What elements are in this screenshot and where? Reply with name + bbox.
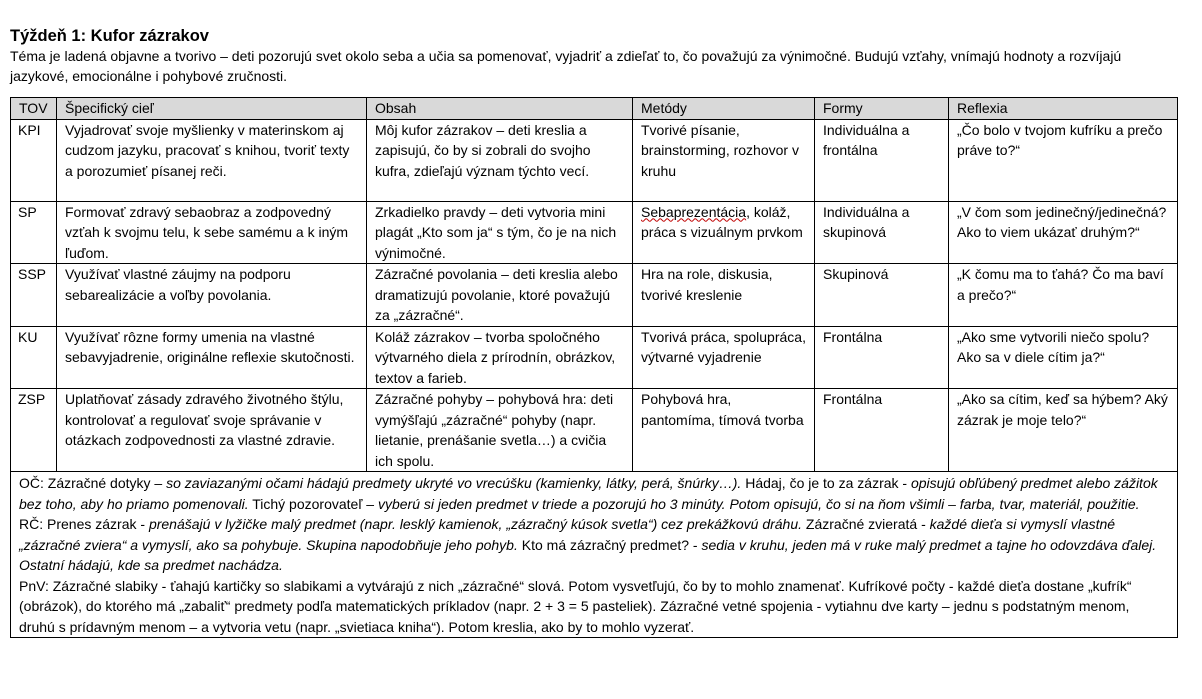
- cell-tov: SSP: [11, 264, 57, 327]
- cell-formy: Frontálna: [815, 326, 949, 389]
- note-oc: [19, 473, 1169, 514]
- header-reflexia: Reflexia: [949, 98, 1178, 120]
- note-rc-part: každé dieťa si vymyslí vlastné „zázračné zviera“ a vymyslí, ako sa pohybuje. Skupina napodobňuje jeho pohyb.: [19, 516, 1116, 553]
- table-row: [11, 264, 1178, 327]
- table-row: [11, 119, 1178, 201]
- cell-formy: Skupinová: [815, 264, 949, 327]
- note-rc-part: prenášajú v lyžičke malý predmet (napr. lesklý kamienok, „zázračný kúsok svetla“) cez prekážkovú dráhu.: [148, 516, 803, 532]
- note-rc-part: sedia v kruhu, jeden má v ruke malý predmet a tajne ho odovzdáva ďalej. Ostatní hádajú, kde sa predmet nachádza.: [19, 536, 1157, 573]
- cell-obsah: Zrkadielko pravdy – deti vytvoria mini plagát „Kto som ja“ s tým, čo je na nich výnimočné.: [367, 201, 633, 264]
- note-rc-part: Zázračné zvieratá -: [802, 516, 930, 532]
- cell-formy: Individuálna a skupinová: [815, 201, 949, 264]
- cell-reflexia: „Ako sa cítim, keď sa hýbem? Aký zázrak je moje telo?“: [949, 389, 1178, 472]
- note-oc-part: OČ: Zázračné dotyky –: [19, 475, 167, 491]
- cell-tov: SP: [11, 201, 57, 264]
- note-pnv: PnV: Zázračné slabiky - ťahajú kartičky so slabikami a vytvárajú z nich „zázračné“ slová. Potom vysvetľujú, čo by to mohlo znamenať. Kufríkové počty - každé dieťa dostane „kufrík“ (obrázok), do ktorého má „zabaliť“ predmety podľa matematických príkladov (napr. 2 + 3 = 5 pasteliek). Zázračné vetné spojenia - vytiahnu dve karty – jednu s podstatným menom, druhú s prídavným menom – a vytvoria vetu (napr. „svietiaca kniha“). Potom kreslia, ako by to mohlo vyzerať.: [19, 577, 1132, 635]
- cell-metody-rest: , koláž, práca s vizuálnym prvkom: [641, 203, 803, 240]
- table-row: [11, 326, 1178, 389]
- note-oc-part: so zaviazanými očami hádajú predmety ukryté vo vrecúšku (kamienky, látky, perá, šnúrky…).: [166, 475, 742, 491]
- header-ciel: Špecifický cieľ: [57, 98, 367, 120]
- notes-cell: [11, 472, 1178, 638]
- header-obsah: Obsah: [367, 98, 633, 120]
- cell-metody: Pohybová hra, pantomíma, tímová tvorba: [633, 389, 815, 472]
- cell-metody: Hra na role, diskusia, tvorivé kreslenie: [633, 264, 815, 327]
- cell-reflexia: „Čo bolo v tvojom kufríku a prečo práve to?“: [949, 119, 1178, 201]
- cell-reflexia: „Ako sme vytvorili niečo spolu? Ako sa v diele cítim ja?“: [949, 326, 1178, 389]
- cell-tov: ZSP: [11, 389, 57, 472]
- notes-row: [11, 472, 1178, 638]
- cell-ciel: Uplatňovať zásady zdravého životného štýlu, kontrolovať a regulovať svoje správanie v otázkach zodpovednosti za vlastné zdravie.: [57, 389, 367, 472]
- cell-tov: KPI: [11, 119, 57, 201]
- cell-reflexia: „V čom som jedinečný/jedinečná? Ako to viem ukázať druhým?“: [949, 201, 1178, 264]
- cell-metody: [633, 201, 815, 264]
- note-oc-part: Tichý pozorovateľ –: [248, 495, 378, 512]
- note-rc-part: Kto má zázračný predmet? -: [517, 536, 702, 553]
- spellcheck-word: Sebaprezentácia: [641, 203, 747, 220]
- cell-ciel: Využívať rôzne formy umenia na vlastné sebavyjadrenie, originálne reflexie skutočnosti.: [57, 326, 367, 389]
- intro-paragraph: Téma je ladená objavne a tvorivo – deti pozorujú svet okolo seba a učia sa pomenovať, vyjadriť a zdieľať to, čo považujú za výnimočné. Budujú vzťahy, vnímajú hodnoty a rozvíjajú jazykové, emocionálne i pohybové zručnosti.: [10, 48, 1122, 84]
- cell-metody: Tvorivá práca, spolupráca, výtvarné vyjadrenie: [633, 326, 815, 389]
- page-title: Týždeň 1: Kufor zázrakov: [10, 27, 209, 45]
- header-tov: TOV: [11, 98, 57, 120]
- note-oc-part: vyberú si jeden predmet v triede a pozorujú ho 3 minúty. Potom opisujú, čo si na ňom všimli – farba, tvar, materiál, použitie.: [377, 495, 1140, 512]
- cell-tov: KU: [11, 326, 57, 389]
- cell-ciel: Formovať zdravý sebaobraz a zodpovedný vzťah k svojmu telu, k sebe samému a k iným ľuďom.: [57, 201, 367, 264]
- cell-obsah: Koláž zázrakov – tvorba spoločného výtvarného diela z prírodnín, obrázkov, textov a farieb.: [367, 326, 633, 389]
- cell-ciel: Využívať vlastné záujmy na podporu sebarealizácie a voľby povolania.: [57, 264, 367, 327]
- note-rc: [19, 514, 1169, 576]
- note-oc-part: Hádaj, čo je to za zázrak -: [741, 475, 911, 491]
- note-oc-part: opisujú obľúbený predmet alebo zážitok bez toho, aby ho priamo pomenovali.: [19, 475, 1158, 512]
- cell-ciel: Vyjadrovať svoje myšlienky v materinskom aj cudzom jazyku, pracovať s knihou, tvoriť texty a porozumieť písanej reči.: [57, 119, 367, 201]
- lesson-plan-table: [10, 97, 1178, 638]
- cell-metody: Tvorivé písanie, brainstorming, rozhovor v kruhu: [633, 119, 815, 201]
- note-rc-part: RČ: Prenes zázrak -: [19, 516, 149, 532]
- table-row: [11, 201, 1178, 264]
- cell-obsah: Zázračné pohyby – pohybová hra: deti vymýšľajú „zázračné“ pohyby (napr. lietanie, prenášanie svetla…) a cvičia ich spolu.: [367, 389, 633, 472]
- table-header-row: [11, 98, 1178, 120]
- cell-reflexia: „K čomu ma to ťahá? Čo ma baví a prečo?“: [949, 264, 1178, 327]
- cell-formy: Individuálna a frontálna: [815, 119, 949, 201]
- cell-obsah: Môj kufor zázrakov – deti kreslia a zapisujú, čo by si zobrali do svojho kufra, zdieľajú význam týchto vecí.: [367, 119, 633, 201]
- header-formy: Formy: [815, 98, 949, 120]
- cell-formy: Frontálna: [815, 389, 949, 472]
- header-metody: Metódy: [633, 98, 815, 120]
- cell-obsah: Zázračné povolania – deti kreslia alebo dramatizujú povolanie, ktoré považujú za „zázračné“.: [367, 264, 633, 327]
- table-row: [11, 389, 1178, 472]
